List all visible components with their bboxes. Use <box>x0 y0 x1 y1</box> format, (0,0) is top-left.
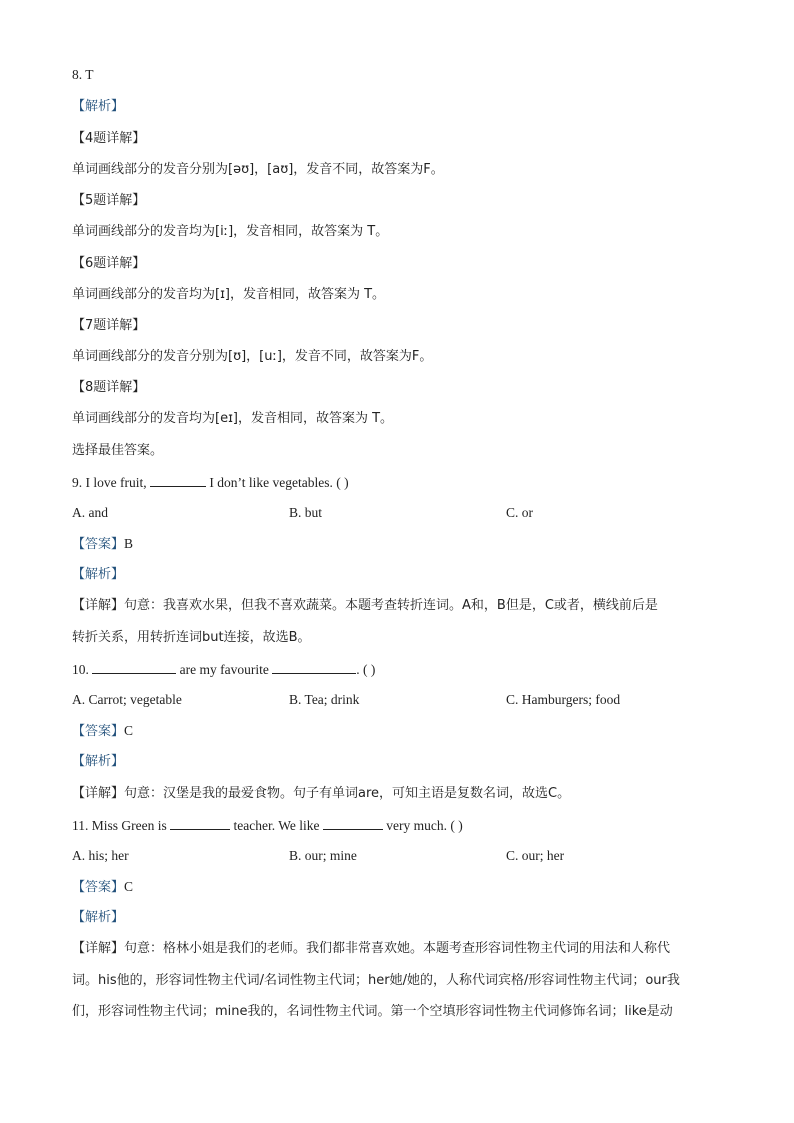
detail-4-heading: 【4题详解】 <box>72 131 146 146</box>
detail-tag: 【详解】 <box>72 598 125 613</box>
question-9-detail-1 <box>72 597 658 615</box>
question-11-option-a: A. his; her <box>72 848 129 863</box>
question-10-detail-1 <box>72 785 570 803</box>
question-11-post: very much. ( ) <box>386 818 463 833</box>
question-11-option-c: C. our; her <box>506 848 565 863</box>
question-9-blank <box>150 473 206 487</box>
answer-tag: 【答案】 <box>72 537 125 552</box>
answer-8: 8. T <box>72 67 94 82</box>
question-9-detail-2: 转折关系，用转折连词but连接，故选B。 <box>72 630 311 645</box>
question-10-option-a: A. Carrot; vegetable <box>72 692 182 707</box>
answer-value: B <box>124 536 134 551</box>
question-10-pre: 10. <box>72 662 89 677</box>
question-10-mid: are my favourite <box>179 662 269 677</box>
answer-tag: 【答案】 <box>72 880 125 895</box>
answer-value: C <box>124 879 134 894</box>
detail-8-heading: 【8题详解】 <box>72 380 146 395</box>
detail-text: 句意：汉堡是我的最爱食物。句子有单词are，可知主语是复数名词，故选C。 <box>124 786 571 801</box>
analysis-heading: 【解析】 <box>72 99 125 114</box>
detail-text: 句意：我喜欢水果，但我不喜欢蔬菜。本题考查转折连词。A和，B但是，C或者，横线前后是 <box>124 598 658 613</box>
question-11-detail-3: 们，形容词性物主代词；mine我的，名词性物主代词。第一个空填形容词性物主代词修饰名词；like是动 <box>72 1004 673 1019</box>
detail-tag: 【详解】 <box>72 786 125 801</box>
question-9-answer <box>72 535 133 554</box>
detail-6-heading: 【6题详解】 <box>72 256 146 271</box>
answer-value: C <box>124 723 134 738</box>
question-9-pre: 9. I love fruit, <box>72 475 147 490</box>
question-11-detail-1 <box>72 940 670 958</box>
detail-8-text: 单词画线部分的发音均为[eɪ]，发音相同，故答案为 T。 <box>72 411 394 426</box>
question-10-option-b: B. Tea; drink <box>289 692 360 707</box>
question-11-pre: 11. Miss Green is <box>72 818 167 833</box>
analysis-heading: 【解析】 <box>72 567 125 582</box>
question-11-blank-2 <box>323 816 383 830</box>
question-10-blank-2 <box>272 660 356 674</box>
question-9-option-b: B. but <box>289 505 323 520</box>
question-10-post: . ( ) <box>356 662 376 677</box>
question-11-option-b: B. our; mine <box>289 848 357 863</box>
question-11 <box>72 816 463 835</box>
instruction-text: 选择最佳答案。 <box>72 443 164 458</box>
analysis-heading: 【解析】 <box>72 754 125 769</box>
question-10-blank-1 <box>92 660 176 674</box>
detail-4-text: 单词画线部分的发音分别为[əʊ]，[aʊ]，发音不同，故答案为F。 <box>72 162 444 177</box>
detail-text: 句意：格林小姐是我们的老师。我们都非常喜欢她。本题考查形容词性物主代词的用法和人称代 <box>124 941 671 956</box>
question-9-option-a: A. and <box>72 505 108 520</box>
question-9 <box>72 473 349 492</box>
detail-7-heading: 【7题详解】 <box>72 318 146 333</box>
question-11-detail-2: 词。his他的，形容词性物主代词/名词性物主代词；her她/她的，人称代词宾格/形容词性物主代词；our我 <box>72 973 680 988</box>
detail-5-text: 单词画线部分的发音均为[iː]，发音相同，故答案为 T。 <box>72 224 389 239</box>
detail-6-text: 单词画线部分的发音均为[ɪ]，发音相同，故答案为 T。 <box>72 287 386 302</box>
analysis-heading: 【解析】 <box>72 910 125 925</box>
question-9-option-c: C. or <box>506 505 533 520</box>
question-11-mid: teacher. We like <box>233 818 320 833</box>
question-10-option-c: C. Hamburgers; food <box>506 692 621 707</box>
answer-tag: 【答案】 <box>72 724 125 739</box>
question-9-post: I don’t like vegetables. ( ) <box>209 475 349 490</box>
detail-tag: 【详解】 <box>72 941 125 956</box>
detail-7-text: 单词画线部分的发音分别为[ʊ]，[uː]，发音不同，故答案为F。 <box>72 349 433 364</box>
question-11-blank-1 <box>170 816 230 830</box>
question-10 <box>72 660 375 679</box>
detail-5-heading: 【5题详解】 <box>72 193 146 208</box>
question-10-answer <box>72 722 133 741</box>
question-11-answer <box>72 878 133 897</box>
